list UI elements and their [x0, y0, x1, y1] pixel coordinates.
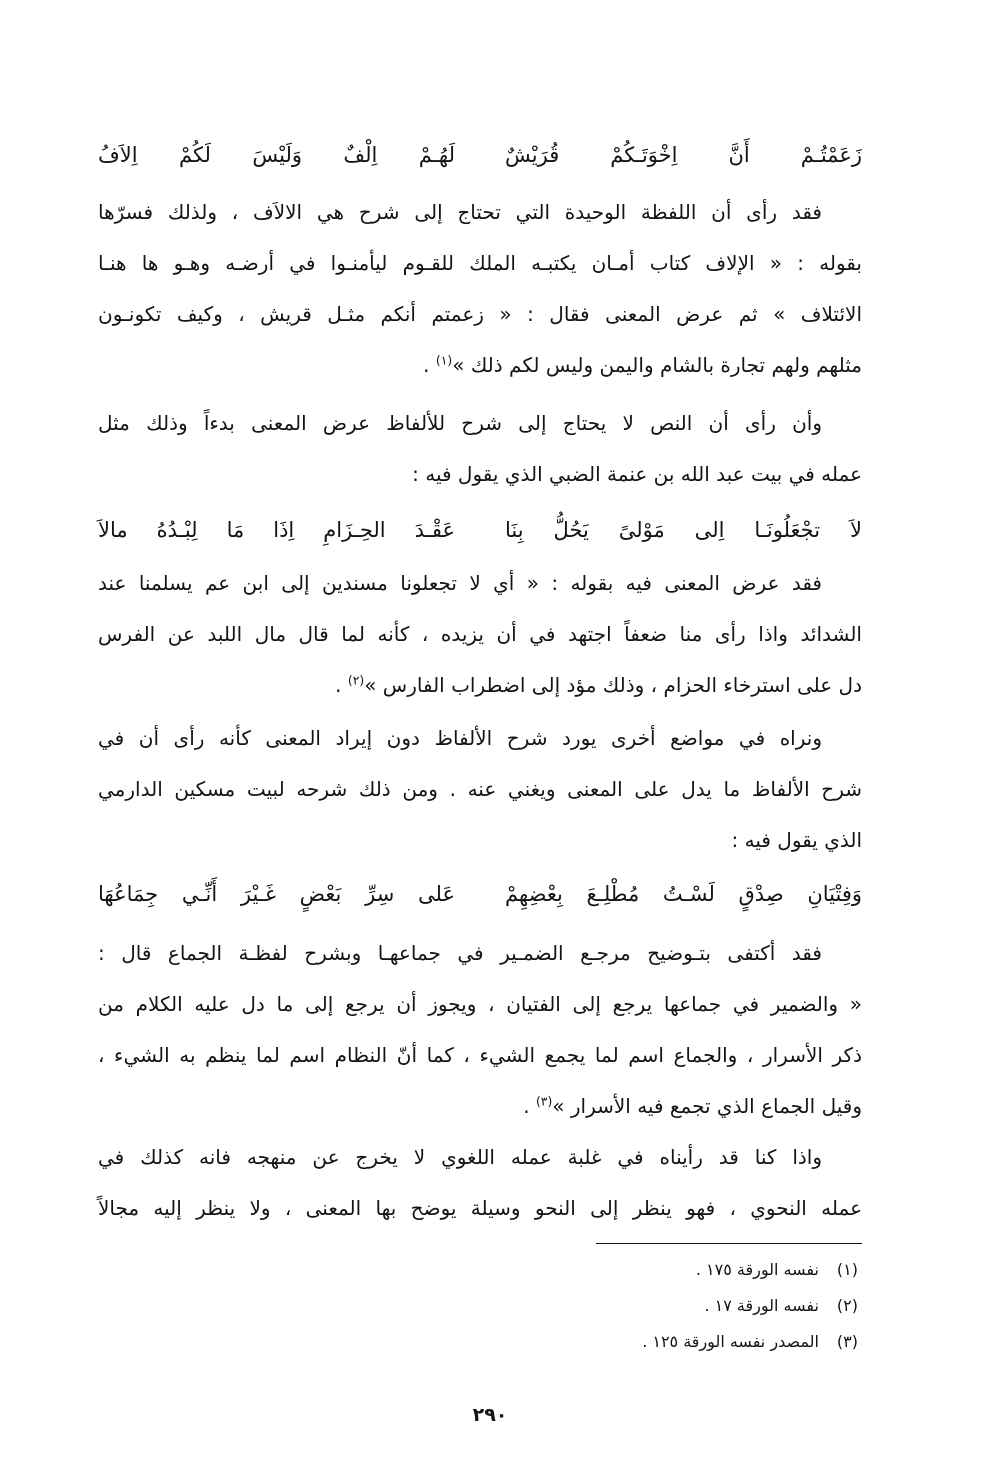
paragraph-line: [98, 1081, 862, 1132]
paragraph: [98, 187, 862, 391]
footnote-marker: (٣): [535, 1093, 553, 1109]
page-body: [98, 127, 862, 1360]
paragraph-line-text: دل على استرخاء الحزام ، وذلك مؤد إلى اضطراب الفارس »: [364, 673, 862, 697]
paragraph-line: الشدائد واذا رأى منا ضعفاً اجتهد في أن يزيده ، كأنه لما قال مال اللبد عن الفرس: [98, 622, 862, 646]
paragraph-line: الائتلاف » ثم عرض المعنى فقال : « زعمتم أنكم مثـل قريش ، وكيف تكونـون: [98, 302, 862, 326]
paragraph-line: واذا كنا قد رأيناه في غلبة عمله اللغوي لا يخرج عن منهجه فانه كذلك في: [98, 1145, 822, 1169]
paragraph-line: وأن رأى أن النص لا يحتاج إلى شرح للألفاظ عرض المعنى بدءاً وذلك مثل: [98, 411, 822, 435]
paragraph-line: فقد رأى أن اللفظة الوحيدة التي تحتاج إلى شرح هي الالاَف ، ولذلك فسرّها: [98, 200, 822, 224]
paragraph: [98, 1132, 862, 1234]
verse-second-hemistich: عَقْـدَ الحِـزَامِ اِذَا مَا لِبْـدُهُ مالاَ: [98, 518, 455, 542]
paragraph-line: [98, 340, 862, 391]
footnote-2: [98, 1288, 862, 1324]
footnote-text: نفسه الورقة ١٧ .: [704, 1296, 819, 1315]
paragraph-line: « والضمير في جماعها يرجع إلى الفتيان ، ويجوز أن يرجع إلى ما دل عليه الكلام من: [98, 992, 862, 1016]
verse-first-hemistich: زَعَمْتُـمْ أَنَّ اِخْوَتَـكُمْ قُرَيْشٌ: [505, 143, 862, 167]
footnote-number: (٢): [836, 1296, 858, 1315]
footnote-marker: (٢): [347, 672, 365, 688]
footnote-number: (١): [836, 1260, 858, 1279]
paragraph-line: ونراه في مواضع أخرى يورد شرح الألفاظ دون إيراد المعنى كأنه رأى أن في: [98, 726, 822, 750]
paragraph-line: فقد عرض المعنى فيه بقوله : « أي لا تجعلونا مسندين إلى ابن عم يسلمنا عند: [98, 571, 822, 595]
verse: [98, 502, 862, 558]
footnote-1: [98, 1252, 862, 1288]
paragraph-line: عمله في بيت عبد الله بن عنمة الضبي الذي يقول فيه :: [412, 462, 862, 486]
verse-second-hemistich: عَلى سِرِّ بَعْضٍ غَـيْرَ أَنِّـي جِمَاعُهَا: [98, 882, 455, 906]
paragraph: [98, 398, 862, 500]
verse-second-hemistich: لَهُـمْ اِلْفٌ وَلَيْسَ لَكُمْ اِلاَفُ: [98, 143, 455, 167]
paragraph-line-text: مثلهم ولهم تجارة بالشام واليمن وليس لكم ذلك »: [452, 353, 862, 377]
paragraph-line: الذي يقول فيه :: [731, 828, 862, 852]
verse-first-hemistich: لاَ تجْعَلُونَـا اِلى مَوْلىً يَحُلُّ بِنَا: [505, 518, 862, 542]
page-number: ٢٩٠: [472, 1404, 508, 1426]
paragraph-line: بقوله : « الإلاف كتاب أمـان يكتبـه الملك للقـوم ليأمنـوا في أرضـه وهـو ها هنـا: [98, 251, 862, 275]
paragraph: [98, 713, 862, 866]
footnote-number: (٣): [836, 1332, 858, 1351]
footnote-text: نفسه الورقة ١٧٥ .: [695, 1260, 819, 1279]
paragraph-line: [98, 660, 862, 711]
paragraph-line: فقد أكتفى بتـوضيح مرجـع الضمـير في جماعهـا وبشرح لفظـة الجماع قال :: [98, 941, 822, 965]
paragraph-line-tail: .: [423, 353, 436, 377]
verse: [98, 866, 862, 922]
footnotes: [98, 1252, 862, 1360]
paragraph-line-text: وقيل الجماع الذي تجمع فيه الأسرار »: [552, 1094, 862, 1118]
paragraph: [98, 928, 862, 1132]
verse-first-hemistich: وَفِتْيَانِ صِدْقٍ لَسْـتُ مُطْلِـعَ بِعْضِهِمْ: [505, 882, 862, 906]
paragraph-line: شرح الألفاظ ما يدل على المعنى ويغني عنه . ومن ذلك شرحه لبيت مسكين الدارمي: [98, 777, 862, 801]
verse: [98, 127, 862, 183]
paragraph-line: ذكر الأسرار ، والجماع اسم لما يجمع الشيء ، كما أنّ النظام اسم لما ينظم به الشيء ،: [98, 1043, 862, 1067]
paragraph-line-tail: .: [335, 673, 348, 697]
paragraph-line-tail: .: [523, 1094, 536, 1118]
paragraph: [98, 558, 862, 711]
paragraph-line: عمله النحوي ، فهو ينظر إلى النحو وسيلة يوضح بها المعنى ، ولا ينظر إليه مجالاً: [98, 1196, 862, 1220]
footnote-3: [98, 1324, 862, 1360]
footnote-text: المصدر نفسه الورقة ١٢٥ .: [642, 1332, 819, 1351]
footnote-rule: [596, 1243, 862, 1244]
footnote-marker: (١): [435, 352, 453, 368]
